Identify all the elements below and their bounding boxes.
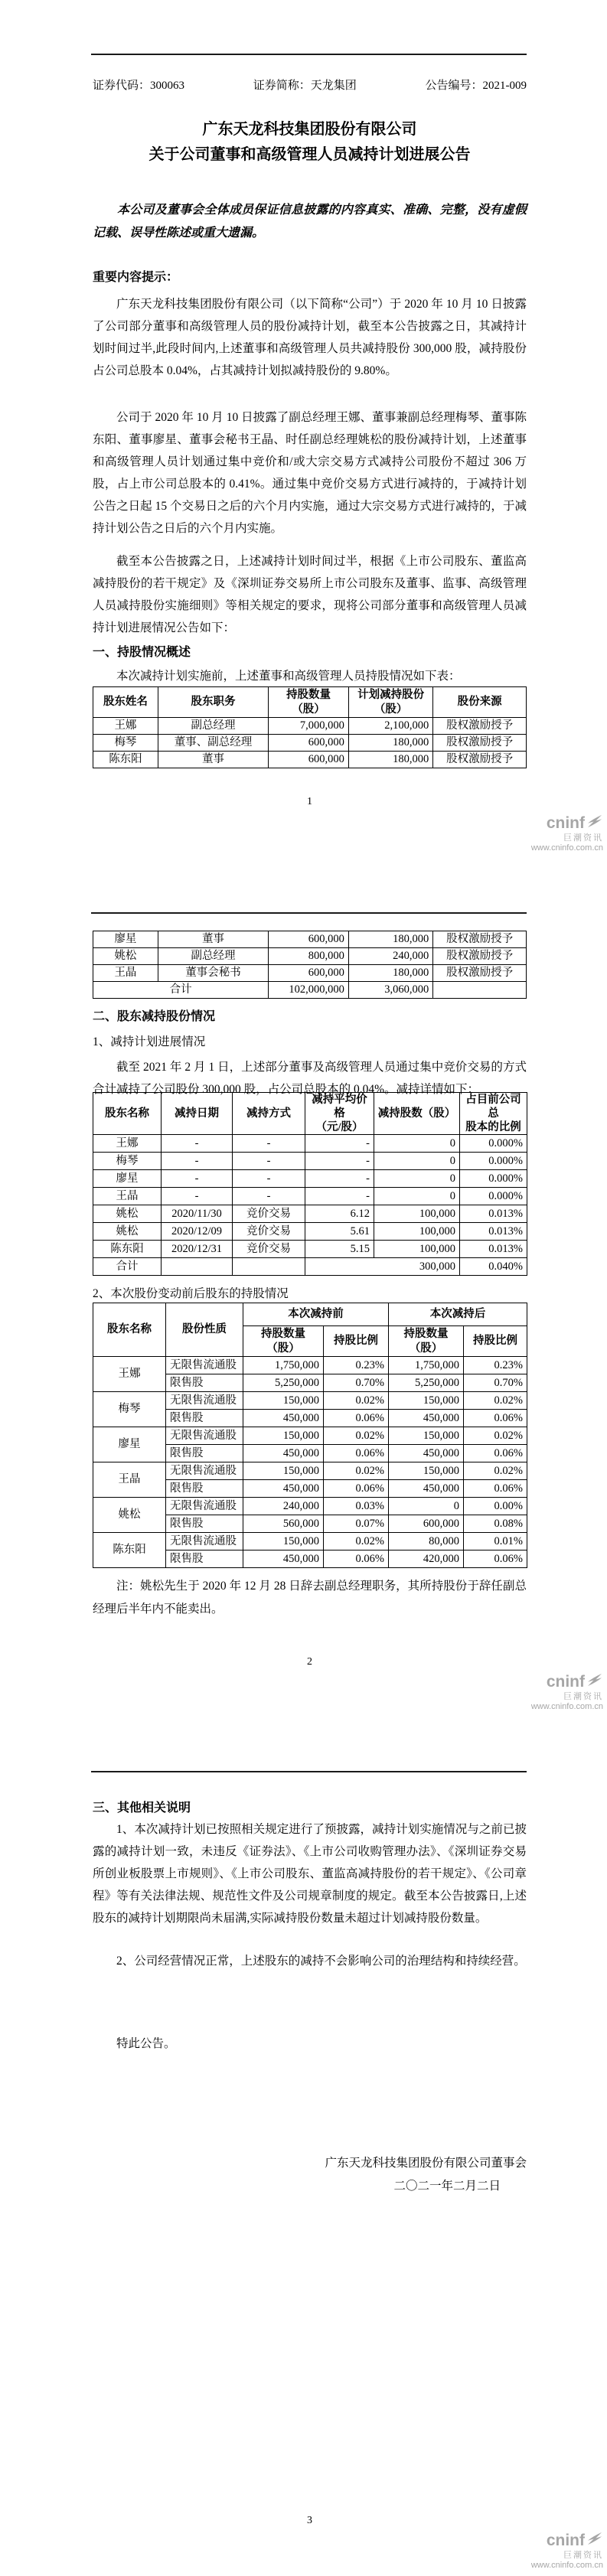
- cell-shareholder: 王晶: [93, 1462, 166, 1498]
- cell-shares-held: 600,000: [269, 965, 349, 982]
- cell-qty: 100,000: [374, 1205, 460, 1223]
- cell-after-qty: 5,250,000: [389, 1374, 464, 1392]
- header-line: 计划减持股份: [357, 689, 425, 702]
- important-notice-heading: 重要内容提示：: [93, 271, 179, 284]
- cell-position: 董事: [158, 752, 268, 768]
- cell-position: 副总经理: [158, 948, 268, 965]
- cell-after-qty: 150,000: [389, 1392, 464, 1410]
- cell-qty: 0: [374, 1135, 460, 1153]
- doc-title-line1: 广东天龙科技集团股份有限公司: [202, 121, 417, 138]
- cell-nature: 限售股: [166, 1374, 243, 1392]
- cell-shareholder: 廖星: [93, 1170, 162, 1188]
- cell-after-ratio: 0.02%: [464, 1427, 527, 1445]
- cell-position: 董事会秘书: [158, 965, 268, 982]
- cell-nature: 无限售流通股: [166, 1357, 243, 1374]
- page-number: 3: [307, 2515, 312, 2526]
- cell-after-qty: 150,000: [389, 1427, 464, 1445]
- header-line: 股本的比例: [465, 1121, 521, 1134]
- cell-shareholder: 姚松: [93, 1498, 166, 1533]
- cell-shareholder: 姚松: [93, 1205, 162, 1223]
- cell-before-qty: 450,000: [243, 1410, 324, 1427]
- cell-share-source: 股权激励授予: [433, 948, 527, 965]
- cell-total-qty: 300,000: [305, 1258, 460, 1276]
- col-header-shareholder: 股东姓名: [93, 687, 158, 718]
- header-line: 持股数量: [261, 1328, 305, 1341]
- holdings-table-page2: [93, 931, 527, 999]
- cell-planned-reduction: 2,100,000: [348, 718, 432, 735]
- col-header-share-nature: 股份性质: [166, 1303, 243, 1357]
- cell-before-qty: 5,250,000: [243, 1374, 324, 1392]
- col-header-shareholder: 股东名称: [93, 1303, 166, 1357]
- table-total-row: [93, 982, 527, 999]
- table-row: [93, 1135, 527, 1153]
- table-row: [93, 718, 527, 735]
- cell-shares-held: 600,000: [269, 752, 349, 768]
- cell-after-ratio: 0.23%: [464, 1357, 527, 1374]
- section3-paragraph-1: 1、本次减持计划已按照相关规定进行了预披露，减持计划实施情况与之前已披露的减持计划一致，未违反《证券法》、《上市公司收购管理办法》、《深圳证券交易所创业板股票上市规则》、《上市公司股东、董监高减持股份的若干规定》、《公司章程》等有关法律法规、规范性文件及公司规章制度的规定。截至本公告披露日,上述股东的减持计划期限尚未届满,实际减持股份数量未超过计划减持股份数量。: [93, 1823, 527, 1925]
- cell-before-qty: 150,000: [243, 1427, 324, 1445]
- cell-nature: 无限售流通股: [166, 1462, 243, 1480]
- cell-position: 副总经理: [158, 718, 268, 735]
- cell-after-ratio: 0.08%: [464, 1515, 527, 1533]
- cell-nature: 限售股: [166, 1550, 243, 1568]
- cell-after-qty: 1,750,000: [389, 1357, 464, 1374]
- cell-ratio: 0.013%: [460, 1205, 527, 1223]
- cell-total-label: 合计: [93, 982, 269, 999]
- cell-date: 2020/12/31: [162, 1241, 233, 1258]
- header-line: （股）: [409, 1342, 443, 1355]
- cell-shares-held: 800,000: [269, 948, 349, 965]
- cell-shareholder: 姚松: [93, 948, 158, 965]
- cell-shareholder: 陈东阳: [93, 1533, 166, 1568]
- cell-planned-reduction: 180,000: [348, 735, 432, 752]
- page-2: [0, 859, 607, 1717]
- section2-sub2: 2、本次股份变动前后股东的持股情况: [93, 1287, 289, 1300]
- table-row: [93, 1462, 527, 1480]
- cell-after-ratio: 0.70%: [464, 1374, 527, 1392]
- cninfo-logo-text: cninf: [546, 1672, 585, 1691]
- cell-shareholder: 梅琴: [93, 1392, 166, 1427]
- section1-intro: 本次减持计划实施前，上述董事和高级管理人员持股情况如下表：: [116, 670, 461, 683]
- cell-before-qty: 150,000: [243, 1392, 324, 1410]
- cell-before-ratio: 0.02%: [324, 1462, 389, 1480]
- cell-before-ratio: 0.06%: [324, 1445, 389, 1462]
- cell-share-source: 股权激励授予: [433, 735, 527, 752]
- watermark-chinese: 巨潮资讯: [563, 1691, 603, 1701]
- cell-after-ratio: 0.00%: [464, 1498, 527, 1515]
- cninfo-logo-icon: [586, 814, 603, 833]
- section3-heading: 三、其他相关说明: [93, 1802, 191, 1815]
- cell-shares-held: 600,000: [269, 735, 349, 752]
- cell-empty: [233, 1258, 305, 1276]
- cell-method: 竞价交易: [233, 1223, 305, 1241]
- cninfo-watermark: [531, 2531, 603, 2570]
- cninfo-watermark: [531, 1672, 603, 1711]
- cell-nature: 无限售流通股: [166, 1427, 243, 1445]
- header-rule: [91, 54, 527, 55]
- table-row: [93, 1357, 527, 1374]
- col-header-position: 股东职务: [158, 687, 268, 718]
- col-header-shares-reduced: 减持股数（股）: [374, 1093, 460, 1135]
- table-row: [93, 948, 527, 965]
- cell-before-ratio: 0.23%: [324, 1357, 389, 1374]
- header-line: （股）: [292, 703, 325, 716]
- cell-empty: [433, 982, 527, 999]
- page-1: [0, 0, 607, 859]
- cell-nature: 限售股: [166, 1445, 243, 1462]
- cell-date: 2020/12/09: [162, 1223, 233, 1241]
- cell-position: 董事、副总经理: [158, 735, 268, 752]
- stock-code: 证券代码：300063: [93, 80, 185, 92]
- cell-nature: 限售股: [166, 1410, 243, 1427]
- header-line: （股）: [374, 703, 408, 716]
- cell-before-ratio: 0.07%: [324, 1515, 389, 1533]
- stock-short-name: 证券简称：天龙集团: [253, 80, 357, 92]
- table-row: [93, 1153, 527, 1170]
- table-row: [93, 1392, 527, 1410]
- cell-qty: 100,000: [374, 1241, 460, 1258]
- cell-after-qty: 450,000: [389, 1480, 464, 1498]
- header-line: 占目前公司总: [465, 1094, 521, 1120]
- cninfo-logo-icon: [586, 1672, 603, 1691]
- cell-price: -: [305, 1135, 374, 1153]
- cell-price: 5.61: [305, 1223, 374, 1241]
- cell-after-ratio: 0.01%: [464, 1533, 527, 1550]
- cell-total-shares: 102,000,000: [269, 982, 349, 999]
- cell-qty: 100,000: [374, 1223, 460, 1241]
- cell-after-qty: 600,000: [389, 1515, 464, 1533]
- cell-shareholder: 王娜: [93, 1357, 166, 1392]
- signature-date: 二〇二一年二月二日: [393, 2180, 501, 2193]
- cell-planned-reduction: 180,000: [348, 752, 432, 768]
- watermark-chinese: 巨潮资讯: [563, 833, 603, 843]
- cninfo-watermark: [531, 814, 603, 853]
- cell-nature: 无限售流通股: [166, 1498, 243, 1515]
- cell-ratio: 0.013%: [460, 1241, 527, 1258]
- col-header-ratio: [460, 1093, 527, 1135]
- table-row: [93, 1241, 527, 1258]
- doc-title-line2: 关于公司董事和高级管理人员减持计划进展公告: [148, 146, 471, 163]
- cell-share-source: 股权激励授予: [433, 931, 527, 948]
- cell-price: -: [305, 1188, 374, 1205]
- cell-qty: 0: [374, 1153, 460, 1170]
- page-number: 1: [307, 796, 312, 807]
- cell-planned-reduction: 240,000: [348, 948, 432, 965]
- table-row: [93, 965, 527, 982]
- announcement-number: 公告编号：2021-009: [425, 80, 527, 92]
- table-note: 注：姚松先生于 2020 年 12 月 28 日辞去副总经理职务，其所持股份于辞任副总经理后半年内不能卖出。: [93, 1580, 527, 1616]
- cell-ratio: 0.000%: [460, 1135, 527, 1153]
- reduction-detail-table: [93, 1092, 527, 1276]
- cell-after-qty: 0: [389, 1498, 464, 1515]
- board-disclaimer: 本公司及董事会全体成员保证信息披露的内容真实、准确、完整，没有虚假记载、误导性陈述或重大遗漏。: [93, 204, 527, 240]
- cell-nature: 无限售流通股: [166, 1533, 243, 1550]
- cell-planned-reduction: 180,000: [348, 965, 432, 982]
- table-row: [93, 1223, 527, 1241]
- header-line: 持股数量: [403, 1328, 449, 1341]
- cell-nature: 限售股: [166, 1515, 243, 1533]
- col-header-shares-held: [269, 687, 349, 718]
- table-row: [93, 752, 527, 768]
- cell-method: 竞价交易: [233, 1205, 305, 1223]
- cell-before-ratio: 0.06%: [324, 1480, 389, 1498]
- cell-after-ratio: 0.02%: [464, 1392, 527, 1410]
- cell-price: -: [305, 1170, 374, 1188]
- cell-shareholder: 王晶: [93, 965, 158, 982]
- cell-after-ratio: 0.06%: [464, 1480, 527, 1498]
- cell-price: -: [305, 1153, 374, 1170]
- col-header-planned-reduction: [348, 687, 432, 718]
- cninfo-logo-icon: [586, 2531, 603, 2550]
- table-header-row: [93, 1093, 527, 1135]
- cell-method: -: [233, 1170, 305, 1188]
- section3-paragraph-2: 2、公司经营情况正常，上述股东的减持不会影响公司的治理结构和持续经营。: [116, 1955, 526, 1968]
- cell-method: -: [233, 1188, 305, 1205]
- cell-before-qty: 1,750,000: [243, 1357, 324, 1374]
- table-row: [93, 1533, 527, 1550]
- cell-before-ratio: 0.02%: [324, 1392, 389, 1410]
- cell-ratio: 0.000%: [460, 1188, 527, 1205]
- table-row: [93, 1188, 527, 1205]
- cell-after-ratio: 0.06%: [464, 1445, 527, 1462]
- page-3: [0, 1717, 607, 2576]
- cell-shareholder: 陈东阳: [93, 752, 158, 768]
- cell-share-source: 股权激励授予: [433, 752, 527, 768]
- body-paragraph-plan: 公司于 2020 年 10 月 10 日披露了副总经理王娜、董事兼副总经理梅琴、董事陈东阳、董事廖星、董事会秘书王晶、时任副总经理姚松的股份减持计划，上述董事和高级管理人员计划通过集中竞价和/或大宗交易方式减持公司股份不超过 306 万股，占上市公司总股本的 0.41%。通过集中竞价交易方式进行减持的，于减持计划公告之日起 15 个交易日之后的六个月内实施，通过大宗交易方式进行减持的，于减持计划公告之日后的六个月内实施。: [93, 411, 527, 535]
- important-paragraph-1: 广东天龙科技集团股份有限公司（以下简称“公司”）于 2020 年 10 月 10 日披露了公司部分董事和高级管理人员的股份减持计划，截至本公告披露之日，其减持计划时间过半,此段时间内,上述董事和高级管理人员共减持股份 300,000 股，减持股份占公司总股本 0.04%，占其减持计划拟减持股份的 9.80%。: [93, 298, 527, 377]
- header-line: （元/股）: [315, 1121, 364, 1134]
- cell-date: -: [162, 1170, 233, 1188]
- table-row: [93, 1498, 527, 1515]
- watermark-url: www.cninfo.com.cn: [530, 1701, 603, 1711]
- cell-before-ratio: 0.06%: [324, 1550, 389, 1568]
- cell-before-qty: 450,000: [243, 1445, 324, 1462]
- cell-date: -: [162, 1135, 233, 1153]
- cell-shareholder: 王娜: [93, 718, 158, 735]
- col-header-ratio-after: 持股比例: [464, 1326, 527, 1357]
- cell-position: 董事: [158, 931, 268, 948]
- cell-shareholder: 王娜: [93, 1135, 162, 1153]
- cninfo-logo-text: cninf: [546, 2531, 585, 2549]
- cell-price: 5.15: [305, 1241, 374, 1258]
- table-header-row: [93, 1303, 527, 1326]
- before-after-table: [93, 1303, 527, 1568]
- watermark-logo-row: [531, 2531, 603, 2550]
- cell-shareholder: 梅琴: [93, 735, 158, 752]
- cell-before-qty: 560,000: [243, 1515, 324, 1533]
- cell-planned-reduction: 180,000: [348, 931, 432, 948]
- cell-before-ratio: 0.02%: [324, 1533, 389, 1550]
- cell-date: 2020/11/30: [162, 1205, 233, 1223]
- cell-method: -: [233, 1135, 305, 1153]
- cell-nature: 限售股: [166, 1480, 243, 1498]
- header-line: 持股数量: [286, 689, 331, 702]
- cell-share-source: 股权激励授予: [433, 965, 527, 982]
- col-header-avg-price: [305, 1093, 374, 1135]
- header-line: 减持平均价格: [312, 1094, 367, 1120]
- cell-after-qty: 420,000: [389, 1550, 464, 1568]
- col-header-ratio-before: 持股比例: [324, 1326, 389, 1357]
- table-row: [93, 1170, 527, 1188]
- col-header-before: 本次减持前: [243, 1303, 389, 1326]
- body-paragraph-rules: 截至本公告披露之日，上述减持计划时间过半，根据《上市公司股东、董监高减持股份的若干规定》及《深圳证券交易所上市公司股东及董事、监事、高级管理人员减持股份实施细则》等相关规定的要求，现将公司部分董事和高级管理人员减持计划进展情况公告如下：: [93, 555, 527, 634]
- cell-after-qty: 80,000: [389, 1533, 464, 1550]
- header-rule: [91, 912, 527, 914]
- table-total-row: [93, 1258, 527, 1276]
- watermark-url: www.cninfo.com.cn: [530, 843, 603, 853]
- cell-shareholder: 廖星: [93, 1427, 166, 1462]
- cell-shareholder: 姚松: [93, 1223, 162, 1241]
- table-row: [93, 1205, 527, 1223]
- cell-method: -: [233, 1153, 305, 1170]
- cell-after-ratio: 0.06%: [464, 1550, 527, 1568]
- cell-ratio: 0.000%: [460, 1153, 527, 1170]
- col-header-share-source: 股份来源: [433, 687, 527, 718]
- cell-before-qty: 450,000: [243, 1550, 324, 1568]
- cell-after-ratio: 0.02%: [464, 1462, 527, 1480]
- table-row: [93, 735, 527, 752]
- cell-date: -: [162, 1188, 233, 1205]
- cell-before-qty: 150,000: [243, 1462, 324, 1480]
- table-header-row: [93, 687, 527, 718]
- closing-statement: 特此公告。: [116, 2037, 176, 2050]
- cell-total-ratio: 0.040%: [460, 1258, 527, 1276]
- cell-ratio: 0.000%: [460, 1170, 527, 1188]
- cell-shares-held: 600,000: [269, 931, 349, 948]
- page-number: 2: [307, 1656, 312, 1668]
- cell-shareholder: 陈东阳: [93, 1241, 162, 1258]
- cninfo-logo-text: cninf: [546, 814, 585, 832]
- watermark-chinese: 巨潮资讯: [563, 2550, 603, 2560]
- cell-before-qty: 240,000: [243, 1498, 324, 1515]
- watermark-logo-row: [531, 814, 603, 833]
- cell-method: 竞价交易: [233, 1241, 305, 1258]
- cell-after-qty: 150,000: [389, 1462, 464, 1480]
- cell-before-ratio: 0.70%: [324, 1374, 389, 1392]
- cell-nature: 无限售流通股: [166, 1392, 243, 1410]
- cell-before-qty: 150,000: [243, 1533, 324, 1550]
- section2-paragraph: 截至 2021 年 2 月 1 日，上述部分董事及高级管理人员通过集中竞价交易的方式合计减持了公司股份 300,000 股，占公司总股本的 0.04%。减持详情如下：: [93, 1061, 527, 1096]
- cell-ratio: 0.013%: [460, 1223, 527, 1241]
- cell-shareholder: 廖星: [93, 931, 158, 948]
- cell-empty: [162, 1258, 233, 1276]
- stock-header-row: [93, 77, 527, 93]
- section2-heading: 二、股东减持股份情况: [93, 1010, 216, 1023]
- col-header-qty-before: [243, 1326, 324, 1357]
- cell-shareholder: 王晶: [93, 1188, 162, 1205]
- cell-after-ratio: 0.06%: [464, 1410, 527, 1427]
- col-header-method: 减持方式: [233, 1093, 305, 1135]
- watermark-url: www.cninfo.com.cn: [530, 2560, 603, 2570]
- header-rule: [91, 1771, 527, 1772]
- cell-before-ratio: 0.02%: [324, 1427, 389, 1445]
- cell-qty: 0: [374, 1170, 460, 1188]
- cell-price: 6.12: [305, 1205, 374, 1223]
- cell-before-ratio: 0.06%: [324, 1410, 389, 1427]
- cell-total-label: 合计: [93, 1258, 162, 1276]
- cell-shareholder: 梅琴: [93, 1153, 162, 1170]
- cell-after-qty: 450,000: [389, 1410, 464, 1427]
- col-header-date: 减持日期: [162, 1093, 233, 1135]
- section2-sub1: 1、减持计划进展情况: [93, 1035, 206, 1048]
- table-row: [93, 931, 527, 948]
- watermark-logo-row: [531, 1672, 603, 1691]
- cell-before-qty: 450,000: [243, 1480, 324, 1498]
- col-header-after: 本次减持后: [389, 1303, 527, 1326]
- header-line: （股）: [266, 1342, 300, 1355]
- section1-heading: 一、持股情况概述: [93, 646, 191, 659]
- cell-total-planned: 3,060,000: [348, 982, 432, 999]
- cell-after-qty: 450,000: [389, 1445, 464, 1462]
- cell-qty: 0: [374, 1188, 460, 1205]
- cell-date: -: [162, 1153, 233, 1170]
- cell-shares-held: 7,000,000: [269, 718, 349, 735]
- col-header-qty-after: [389, 1326, 464, 1357]
- cell-before-ratio: 0.03%: [324, 1498, 389, 1515]
- holdings-table-page1: [93, 686, 527, 768]
- table-row: [93, 1427, 527, 1445]
- col-header-shareholder: 股东名称: [93, 1093, 162, 1135]
- signature-company: 广东天龙科技集团股份有限公司董事会: [325, 2157, 527, 2170]
- cell-share-source: 股权激励授予: [433, 718, 527, 735]
